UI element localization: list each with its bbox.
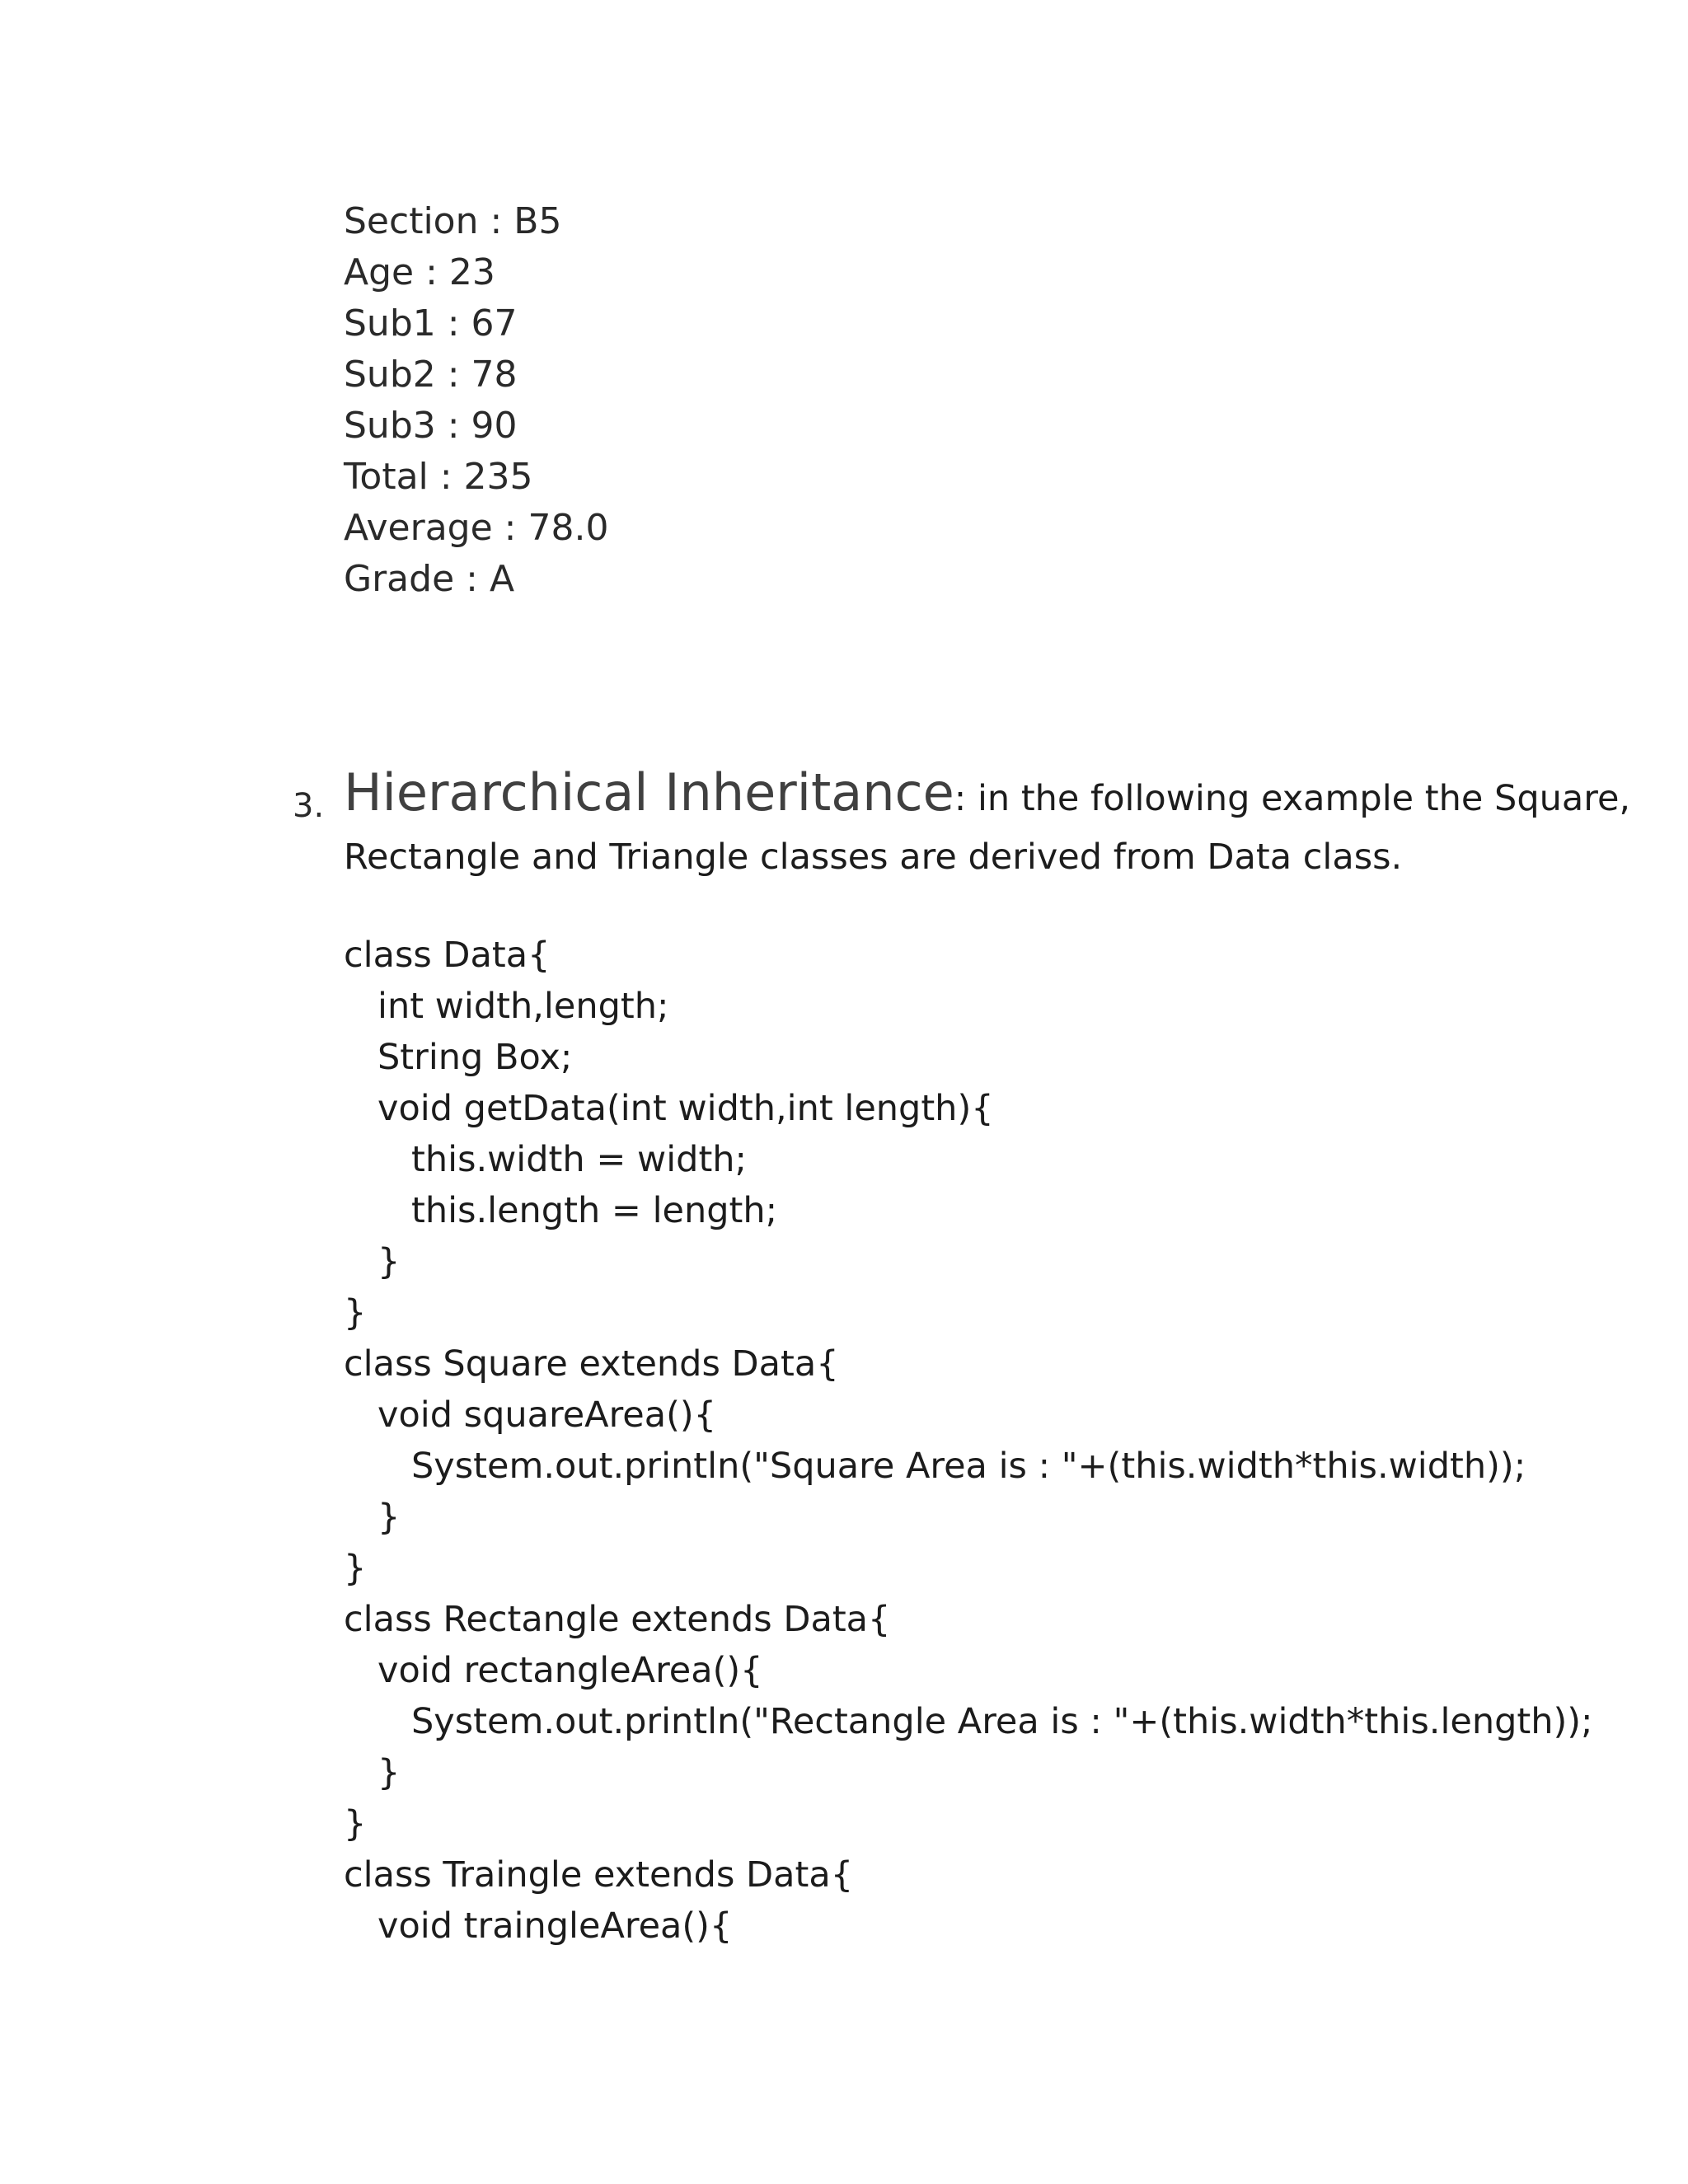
section-description-1: : in the following example the Square,	[954, 778, 1631, 819]
code-line: this.width = width;	[344, 1139, 748, 1180]
output-line-sub1: Sub1 : 67	[344, 302, 518, 344]
code-line: void rectangleArea(){	[344, 1650, 763, 1691]
code-line: void traingleArea(){	[344, 1905, 733, 1947]
output-line-average: Average : 78.0	[344, 507, 609, 549]
code-line: }	[344, 1752, 401, 1793]
code-line: }	[344, 1497, 401, 1538]
code-line: System.out.println("Square Area is : "+(this.width*this.width));	[344, 1446, 1526, 1487]
code-line: this.length = length;	[344, 1190, 778, 1231]
code-line: class Data{	[344, 935, 551, 976]
code-listing	[344, 930, 1593, 1952]
code-line: class Traingle extends Data{	[344, 1854, 854, 1896]
code-line: }	[344, 1292, 367, 1333]
code-line: void squareArea(){	[344, 1394, 717, 1436]
section-number: 3.	[293, 787, 325, 825]
code-line: }	[344, 1548, 367, 1589]
output-line-sub2: Sub2 : 78	[344, 354, 518, 396]
code-line: System.out.println("Rectangle Area is : "+(this.width*this.length));	[344, 1701, 1593, 1742]
code-line: }	[344, 1803, 367, 1844]
program-output	[344, 196, 608, 605]
output-line-age: Age : 23	[344, 251, 495, 293]
code-line: int width,length;	[344, 986, 669, 1027]
code-line: String Box;	[344, 1037, 573, 1078]
section-description-2: Rectangle and Triangle classes are derived from Data class.	[344, 837, 1403, 878]
code-line: class Rectangle extends Data{	[344, 1599, 891, 1640]
output-line-grade: Grade : A	[344, 558, 515, 600]
output-line-total: Total : 235	[344, 456, 533, 498]
section-title: Hierarchical Inheritance	[344, 762, 954, 823]
code-line: void getData(int width,int length){	[344, 1088, 994, 1129]
code-line: }	[344, 1241, 401, 1282]
section-heading-line	[344, 762, 1631, 823]
output-line-sub3: Sub3 : 90	[344, 405, 518, 447]
output-line-section: Section : B5	[344, 200, 562, 242]
code-line: class Square extends Data{	[344, 1343, 839, 1385]
